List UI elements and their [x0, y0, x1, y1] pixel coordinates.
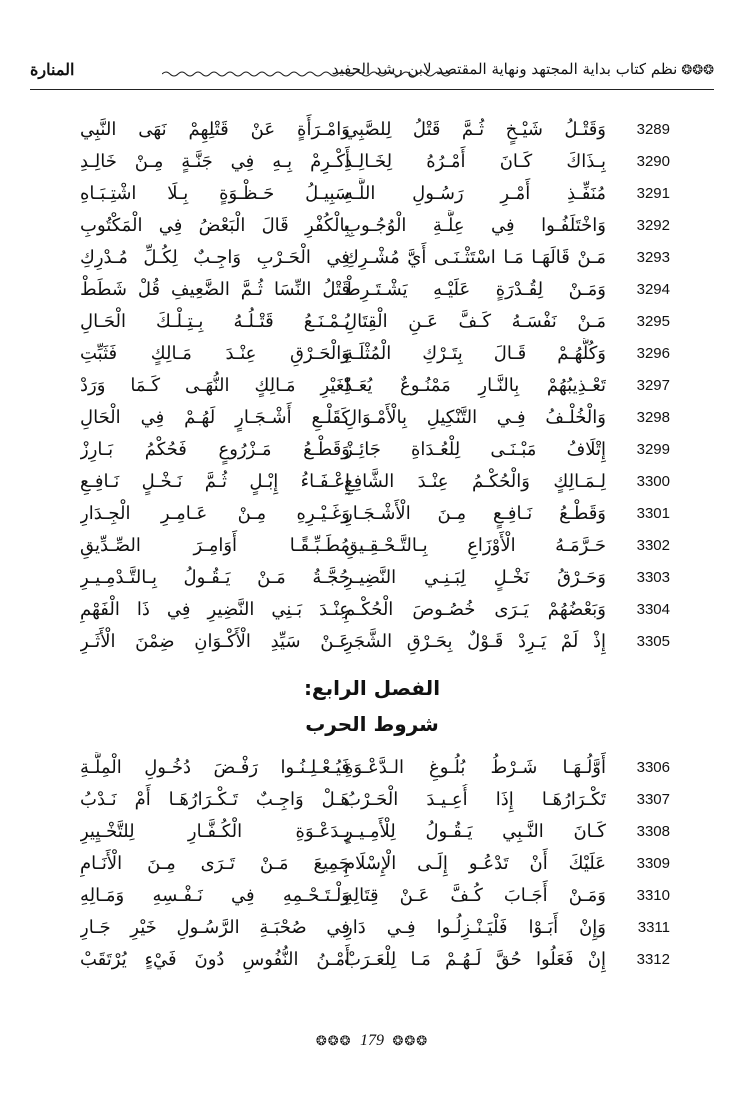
verse-second-hemistich: حُجَّـةُ مَـنْ يَـقُـولُ بِـالتَّـدْمِـيـرِ — [80, 567, 350, 588]
site-name: المنارة — [30, 60, 75, 79]
verse-first-hemistich: وَقَطْـعُ نَـافِـعٍ مِـنَ الْأَشْـجَـارِ — [344, 503, 606, 524]
verse-number: 3293 — [636, 249, 670, 266]
verse-second-hemistich: جَمِيعَ مَـنْ تَـرَى مِـنَ الْأَنَـامِ — [80, 853, 350, 874]
verse-first-hemistich: كَـانَ النَّـبِي يَـقُـولُ لِلْأَمِـيـرِ — [344, 821, 606, 842]
verse-row — [60, 178, 714, 210]
verse-number: 3302 — [636, 537, 670, 554]
verse-number: 3294 — [636, 281, 670, 298]
verse-second-hemistich: يُـمْـنَـعُ قَتْـلُـهُ بِـتِـلْـكَ الْحَـالِ — [80, 311, 350, 332]
verse-number: 3292 — [636, 217, 670, 234]
verse-second-hemistich: وَقَطْـعُ مَـزْرُوعٍ فَحُكْمُ بَـارِزْ — [80, 439, 350, 460]
chapter-title: شروط الحرب — [305, 712, 439, 736]
verse-number: 3291 — [636, 185, 670, 202]
verse-first-hemistich: وَمَـنْ أَجَـابَ كُـفَّ عَـنْ قِتَالِهِ — [344, 885, 606, 906]
verse-second-hemistich: إِعْـفَـاءُ إِبْـلٍ ثُـمَّ نَـخْـلٍ نَـافِـعِ — [80, 471, 350, 492]
verse-row — [60, 402, 714, 434]
verse-row — [60, 562, 714, 594]
verse-first-hemistich: وَمَـنْ لِقُـدْرَةٍ عَلَيْـهِ يَشْـتَـرِطْ — [344, 279, 606, 300]
verse-second-hemistich: فِي الْحَـرْبِ وَاجِـبٌ لِكُـلِّ مُـدْرِكِ — [80, 247, 350, 268]
verse-number: 3297 — [636, 377, 670, 394]
verse-first-hemistich: مُنَفِّـذِ أَمْـرِ رَسُـولِ اللَّـهِ — [344, 183, 606, 204]
verse-second-hemistich: سَبِيـلُ حَـظْـوَةٍ بِـلَا اشْتِـبَـاهِ — [80, 183, 350, 204]
verse-second-hemistich: وَلْـتَـحْـمِهِ فِي نَـفْـسِهِ وَمَـالِهِ — [80, 885, 350, 906]
verse-row — [60, 210, 714, 242]
verse-first-hemistich: تَعْـذِيبُهُمْ بِالنَّـارِ مَمْنُـوعٌ يُعَـدّْ — [344, 375, 606, 396]
verse-number: 3309 — [636, 855, 670, 872]
verse-first-hemistich: وَإِنْ أَبَـوْا فَلْيَـنْـزِلُـوا فِـي دَارِ — [344, 917, 606, 938]
verse-row — [60, 274, 714, 306]
verse-second-hemistich: عِنْـدَ بَـنِي النَّضِيرِ فِي ذَا الْفَهْمِ — [80, 599, 350, 620]
ornament-icon: ❂❂❂ — [681, 63, 714, 78]
verse-second-hemistich: أَكْـرِمْ بِـهِ فِي جَنَّـةٍ مِـنْ خَالِـدِ — [80, 151, 350, 172]
verse-second-hemistich: أَمْـنُ النُّفُوسِ دُونَ فَيْءٍ يُرْتَقَبْ — [80, 949, 350, 970]
page-number: 179 — [360, 1032, 384, 1049]
verse-first-hemistich: مَـنْ نَفْسَـهُ كَـفَّ عَـنِ الْقِتَالِ — [344, 311, 606, 332]
wavy-divider — [162, 60, 456, 84]
verse-first-hemistich: مَـنْ قَالَهَـا مَـا اسْتَثْـنَـى أَيَّ مُشْـرِكِ — [344, 247, 606, 268]
verse-first-hemistich: بِـذَاكَ كَـانَ أَمْـرُهُ لِخَـالِـدِ — [344, 151, 606, 172]
verse-number: 3290 — [636, 153, 670, 170]
verse-number: 3310 — [636, 887, 670, 904]
verse-second-hemistich: فِي صُحْبَـةِ الرَّسُـولِ خَيْرِ جَـارِ — [80, 917, 350, 938]
verse-first-hemistich: وَاخْتَلَفُـوا فِي عِلَّـةِ الْوُجُـوبِ — [344, 215, 606, 236]
verse-row — [60, 306, 714, 338]
verse-number: 3299 — [636, 441, 670, 458]
verse-row — [60, 626, 714, 658]
verse-number: 3298 — [636, 409, 670, 426]
verse-first-hemistich: وَالْخُلْـفُ فِـي التَّنْكِيلِ بِالْأَمْـوَالِ — [344, 407, 606, 428]
verse-second-hemistich: فَيُـعْـلِـنُـوا رَفْـضَ دُخُـولِ الْمِلَّـةِ — [80, 757, 350, 778]
verse-row — [60, 594, 714, 626]
verse-number: 3296 — [636, 345, 670, 362]
verse-row — [60, 944, 714, 976]
ornament-icon: ❂❂❂ — [392, 1034, 429, 1049]
verse-first-hemistich: إِتْلَافُ مَبْـنَـى لِلْعُـدَاةِ جَائِـزْ — [344, 439, 606, 460]
verse-row — [60, 880, 714, 912]
verse-second-hemistich: كَقَلْـعِ أَشْـجَـارٍ لَهُـمْ فِي الْحَالِ — [80, 407, 350, 428]
verse-second-hemistich: وَامْـرَأَةٍ عَنْ قَتْلِهِمْ نَهَى النَّبِي — [80, 119, 350, 140]
verse-row — [60, 530, 714, 562]
verse-first-hemistich: وَكُلُّهُـمْ قَـالَ بِتَـرْكِ الْمُثْلَـةِ — [344, 343, 606, 364]
verse-first-hemistich: عَلَيْكَ أَنْ تَدْعُـو إِلَـى الْإِسْلَامِ — [344, 853, 606, 874]
verse-first-hemistich: أَوَّلُـهَـا شَـرْطُ بُلُـوغِ الـدَّعْـوَةِ — [344, 757, 606, 778]
verse-second-hemistich: بِالْكُفْرِ قَالَ الْبَعْضُ فِي الْمَكْتُوبِ — [80, 215, 350, 236]
verse-first-hemistich: لِـمَـالِكٍ وَالْحُكْـمُ عِنْـدَ الشَّافِعِ — [344, 471, 606, 492]
verse-second-hemistich: وَالْحَـرْقِ عِنْـدَ مَـالِكٍ فَثَبِّتِ — [80, 343, 350, 364]
verse-second-hemistich: بِـدَعْـوَةِ الْكُـفَّـارِ لِلتَّخْـيِيرِ — [80, 821, 350, 842]
verse-first-hemistich: تَكْـرَارُهَـا إِذَا أُعِـيـدَ الْحَـرْبُ — [344, 789, 606, 810]
verse-second-hemistich: مُطَـبِّـقًـا أَوَامِـرَ الصِّـدِّيقِ — [80, 535, 350, 556]
verse-row — [60, 370, 714, 402]
verse-first-hemistich: وَحَـرْقُ نَخْـلٍ لِبَـنِـي النَّضِيـرِ — [344, 567, 606, 588]
verse-number: 3312 — [636, 951, 670, 968]
verse-number: 3305 — [636, 633, 670, 650]
verse-row — [60, 114, 714, 146]
verse-number: 3303 — [636, 569, 670, 586]
page-footer — [0, 1032, 744, 1050]
verse-second-hemistich: وَغَـيْـرِهِ مِـنْ عَـامِـرِ الْجِـدَارِ — [80, 503, 350, 524]
verse-row — [60, 498, 714, 530]
verse-first-hemistich: حَـرَّمَـهُ الْأَوْزَاعِ بِـالتَّـحْـقِـيقِ — [344, 535, 606, 556]
verse-number: 3301 — [636, 505, 670, 522]
ornament-icon: ❂❂❂ — [315, 1034, 352, 1049]
verse-number: 3304 — [636, 601, 670, 618]
verse-first-hemistich: إِنْ فَعَلُوا حُقَّ لَـهُـمْ مَـا لِلْعَـرَبْ — [344, 949, 606, 970]
verse-row — [60, 848, 714, 880]
verse-first-hemistich: وَقَتْـلُ شَيْـخٍ ثُـمَّ قَتْلُ لِلصَّبِي — [344, 119, 606, 140]
verse-number: 3308 — [636, 823, 670, 840]
verse-first-hemistich: وَبَعْضُهُمْ يَـرَى خُصُـوصَ الْحُكْـمِ — [344, 599, 606, 620]
verse-row — [60, 784, 714, 816]
verse-row — [60, 338, 714, 370]
verse-second-hemistich: عَـنْ سَيِّدِ الْأَكْـوَانِ ضِمْنَ الْأَثَـرِ — [80, 631, 350, 652]
verse-row — [60, 434, 714, 466]
verse-second-hemistich: لِغَيْرِ مَـالِكٍ النُّهَـى كَـمَا وَرَدْ — [80, 375, 350, 396]
verse-number: 3311 — [637, 919, 670, 936]
verse-row — [60, 242, 714, 274]
verse-row — [60, 816, 714, 848]
verse-first-hemistich: إِذْ لَمْ يَـرِدْ قَـوْلٌ بِحَـرْقِ الشَّجَرِ — [344, 631, 606, 652]
verse-number: 3289 — [636, 121, 670, 138]
chapter-label: الفصل الرابع: — [303, 676, 441, 700]
verse-number: 3295 — [636, 313, 670, 330]
verse-row — [60, 146, 714, 178]
verse-number: 3300 — [636, 473, 670, 490]
verse-second-hemistich: قَتْلُ النِّسَا ثُـمَّ الضَّعِيفِ قُلْ شَطَطْ — [80, 279, 350, 300]
verse-second-hemistich: هَـلْ وَاجِـبٌ تَـكْـرَارُهَـا أَمْ نَـدْبُ — [80, 789, 350, 810]
running-header — [30, 58, 714, 88]
verse-row — [60, 912, 714, 944]
book-title-text: نظم كتاب بداية المجتهد ونهاية المقتصد لابن رشد الحفيد — [331, 60, 678, 78]
verse-number: 3307 — [636, 791, 670, 808]
verse-row — [60, 466, 714, 498]
header-rule — [30, 89, 714, 90]
verse-row — [60, 752, 714, 784]
verse-number: 3306 — [636, 759, 670, 776]
